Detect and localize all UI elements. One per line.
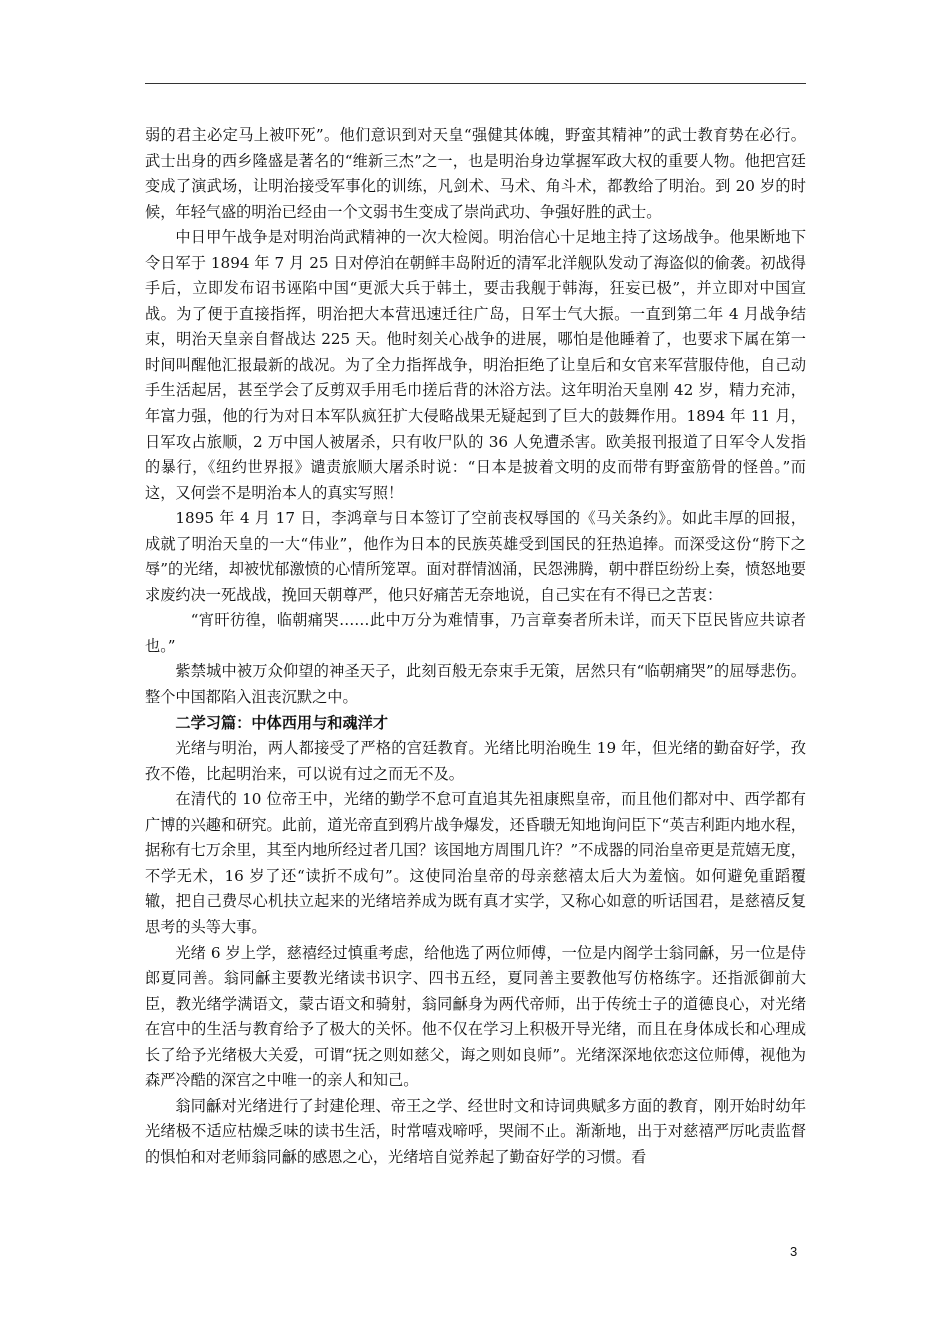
paragraph: 在清代的 10 位帝王中，光绪的勤学不怠可直追其先祖康熙皇帝，而且他们都对中、西学都有广博的兴趣和研究。此前，道光帝直到鸦片战争爆发，还昏聩无知地询问臣下“英吉利距内地水程，据称有七万余里，其至内地所经过者几国？该国地方周围几许？”不成器的同治皇帝更是荒嬉无度，不学无术，16 岁了还“读折不成句”。这使同治皇帝的母亲慈禧太后大为羞恼。如何避免重蹈覆辙，把自己费尽心机扶立起来的光绪培养成为既有真才实学，又称心如意的听话国君，是慈禧反复思考的头等大事。 [145, 790, 806, 936]
paragraph: 光绪 6 岁上学，慈禧经过慎重考虑，给他选了两位师傅，一位是内阁学士翁同龢，另一位是侍郎夏同善。翁同龢主要教光绪读书识字、四书五经，夏同善主要教他写仿格练字。还指派御前大臣，教光绪学满语文，蒙古语文和骑射，翁同龢身为两代帝师，出于传统士子的道德良心，对光绪在宫中的生活与教育给予了极大的关怀。他不仅在学习上积极开导光绪，而且在身体成长和心理成长了给予光绪极大关爱，可谓“抚之则如慈父，诲之则如良师”。光绪深深地依恋这位师傅，视他为森严冷酷的深宫之中唯一的亲人和知己。 [145, 943, 806, 1090]
quote-paragraph: “宵旰彷徨，临朝痛哭……此中万分为难情事，乃言章奏者所未详，而天下臣民皆应共谅者也。” [145, 611, 806, 655]
paragraph: 1895 年 4 月 17 日，李鸿章与日本签订了空前丧权辱国的《马关条约》。如此丰厚的回报，成就了明治天皇的一大“伟业”，他作为日本的民族英雄受到国民的狂热追捧。而深受这份“胯下之辱”的光绪，却被忧郁激愤的心情所笼罩。面对群情汹涌，民怨沸腾，朝中群臣纷纷上奏，愤怒地要求废约决一死战战，挽回天朝尊严，他只好痛苦无奈地说，自己实在有不得已之苦衷： [145, 509, 806, 604]
header-rule [145, 83, 806, 84]
paragraph: 紫禁城中被万众仰望的神圣天子，此刻百般无奈束手无策，居然只有“临朝痛哭”的屈辱悲伤。整个中国都陷入沮丧沉默之中。 [145, 662, 806, 707]
paragraph: 光绪与明治，两人都接受了严格的宫廷教育。光绪比明治晚生 19 年，但光绪的勤奋好学，孜孜不倦，比起明治来，可以说有过之而无不及。 [145, 739, 806, 783]
paragraph: 弱的君主必定马上被吓死”。他们意识到对天皇“强健其体魄，野蛮其精神”的武士教育势在必行。武士出身的西乡隆盛是著名的“维新三杰”之一，也是明治身边掌握军政大权的重要人物。他把宫廷变成了演武场，让明治接受军事化的训练，凡剑术、马术、角斗术，都教给了明治。到 20 岁的时候，年轻气盛的明治已经由一个文弱书生变成了崇尚武功、争强好胜的武士。 [145, 126, 806, 221]
paragraph: 翁同龢对光绪进行了封建伦理、帝王之学、经世时文和诗词典赋多方面的教育，刚开始时幼年光绪极不适应枯燥乏味的读书生活，时常嘻戏啼呼，哭闹不止。渐渐地，出于对慈禧严厉叱责监督的惧怕和对老师翁同龢的感恩之心，光绪培自觉养起了勤奋好学的习惯。看 [145, 1096, 806, 1166]
paragraph: 中日甲午战争是对明治尚武精神的一次大检阅。明治信心十足地主持了这场战争。他果断地下令日军于 1894 年 7 月 25 日对停泊在朝鲜丰岛附近的清军北洋舰队发动了海盗似的偷袭。初战得手后，立即发布诏书诬陷中国“更派大兵于韩土，要击我舰于韩海，狂妄已极”，并立即对中国宣战。为了便于直接指挥，明治把大本营迅速迁往广岛，日军士气大振。一直到第二年 4 月战争结束，明治天皇亲自督战达 225 天。他时刻关心战争的进展，哪怕是他睡着了，也要求下属在第一时间叫醒他汇报最新的战况。为了全力指挥战争，明治拒绝了让皇后和女官来军营服侍他，自己动手生活起居，甚至学会了反剪双手用毛巾搓后背的沐浴方法。这年明治天皇刚 42 岁，精力充沛，年富力强，他的行为对日本军队疯狂扩大侵略战果无疑起到了巨大的鼓舞作用。1894 年 11 月，日军攻占旅顺，2 万中国人被屠杀，只有收尸队的 36 人免遭杀害。欧美报刊报道了日军令人发指的暴行，《纽约世界报》谴责旅顺大屠杀时说：“日本是披着文明的皮而带有野蛮筋骨的怪兽。”而这，又何尝不是明治本人的真实写照！ [145, 228, 806, 502]
body-text [145, 123, 806, 1170]
section-heading: 二学习篇：中体西用与和魂洋才 [175, 713, 389, 732]
page-number: 3 [790, 1244, 798, 1259]
